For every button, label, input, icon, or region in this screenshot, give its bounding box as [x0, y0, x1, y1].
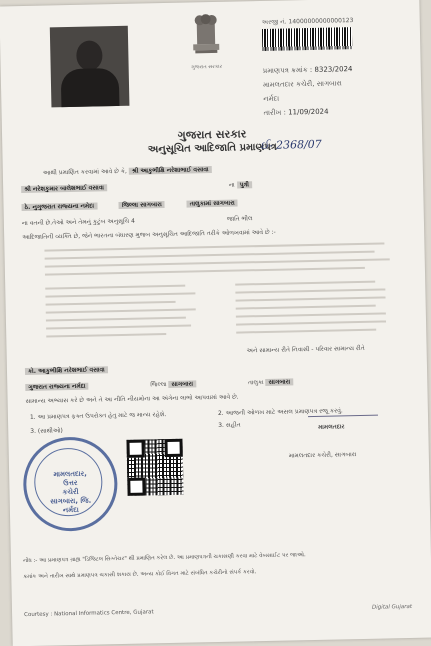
barcode — [262, 27, 352, 51]
constitution-line: આદિજાતિની વ્યક્તિ છે, જેને ભારતના બંધારણ મુજબ અનુસૂચિત આદિજાતિ તરીકે ઓળખવામાં આવે છે :- — [22, 228, 276, 242]
tribe-label: જાતિ — [226, 215, 240, 223]
district2-label: જિલ્લા — [150, 381, 167, 389]
ni-text: ના — [228, 181, 235, 189]
holder-label: કો. આકુભીક્ષિ નરેશભાઈ વસાવા — [25, 366, 108, 375]
resident-line: અને સામાન્ય રીતે નિવાસી - પરિવાર સામાન્ય રીતે — [246, 344, 365, 355]
issue-date: 11/09/2024 — [288, 107, 329, 117]
qr-code — [126, 439, 183, 496]
note-2: 2. આજની ઓળખ માટે અસલ પ્રમાણપત્ર રજૂ કરવું. — [217, 407, 343, 417]
seal-line-1: મામલતદાર, ઉત્તર — [53, 469, 87, 488]
office-line-1: મામલતદાર કચેરી, સાગબારા — [262, 79, 342, 89]
state-emblem-icon — [183, 14, 230, 71]
signatory-office: મામલતદાર કચેરી, સાગબારા — [288, 451, 357, 460]
note-3: 3. (સાથીઓ) — [30, 427, 63, 435]
footer-note-a: નોંધ :- આ પ્રમાણપત્ર ગ્રાહ્ય "ડિજિટલ સિગ્નેચર" થી પ્રમાણિત કરેલ છે. આ પ્રમાણપત્રની ચકાસણી કરવા માટે વેબસાઈટ પર જાઓ. — [22, 552, 306, 565]
holder-name: શ્રી આકુભીક્ષિ નરેશાભાઈ વસાવા — [129, 166, 212, 175]
digital-gujarat: Digital Gujarat — [371, 603, 413, 611]
application-number: 14000000000000123 — [288, 17, 354, 26]
seal-line-2: કચેરી — [62, 487, 79, 497]
village: ઠે. નુગુજરાત રાજ્યના નમેદા — [21, 202, 97, 211]
note-3b: 3. સહીત — [218, 421, 241, 429]
seal-line-3: સાગબારા, જિ. નર્મદા — [50, 496, 92, 515]
district: જિલ્લા સાગબારા — [119, 201, 165, 209]
signature — [308, 395, 378, 417]
tribe: ભીલ — [241, 215, 253, 223]
relation: પુત્રી — [237, 181, 252, 188]
office-seal — [22, 436, 118, 532]
parent-name: શ્રી નરેશકુમાર બાલેશભાઈ વસાવા — [21, 184, 107, 193]
application-no-label: અરજી નં. — [261, 18, 289, 26]
taluka2: સાગબારા — [266, 378, 294, 386]
state-line: ગુજરાત રાજ્યના નર્મદા — [25, 383, 88, 391]
note-1: 1. આ પ્રમાણપત્ર ફક્ત ઉપરોક્ત હેતુ માટે જ માન્ય રહેશે. — [29, 411, 167, 421]
date-label: તારીખ : — [263, 108, 287, 117]
cert-no-label: પ્રમાણપત્ર ક્રમાંક : — [262, 65, 313, 75]
schedule-line: ના વતની છે.તેઓ અને તેમનું કુટુંબ અનુસૂચિ 4 — [21, 217, 135, 228]
district2: સાગબારા — [168, 380, 196, 388]
handwritten-number: ઈ- 2368/07 — [260, 137, 322, 153]
emblem-caption: ગુજરાત સરકાર — [191, 63, 223, 71]
taluka2-label: તાલુકા — [247, 379, 264, 387]
certificate-number: 8323/2024 — [314, 65, 353, 74]
purpose-line: સામાન્ય અભ્યાસ કરે છે અને તે આ નીતિ નીયમોના આ અંગેના લાભો આપવામાં આવે છે. — [25, 393, 239, 406]
taluka: તાલુકામાં સાગબારા — [187, 200, 238, 208]
intro-text: આથી પ્રમાણિત કરવામાં આવે છે કે, — [42, 167, 127, 177]
office-line-2: નર્મદા — [263, 94, 280, 103]
applicant-photo — [50, 26, 130, 108]
certificate-title: અનુસૂચિત આદિજાતિ પ્રમાણપત્ર — [147, 141, 278, 156]
footer-note-b: ક્રમાંક અને તારીખ સાથે પ્રમાણપત્ર ચકાસી શકાય છે. અન્ય કોઈ વિગત માટે સંબંધિત કચેરીનો સંપર્ક કરવો. — [23, 569, 257, 581]
signatory-title: મામલતદાર — [318, 423, 345, 431]
government-title: ગુજરાત સરકાર — [177, 127, 247, 142]
courtesy-line: Courtesy : National Informatics Centre, Gujarat — [24, 609, 154, 619]
